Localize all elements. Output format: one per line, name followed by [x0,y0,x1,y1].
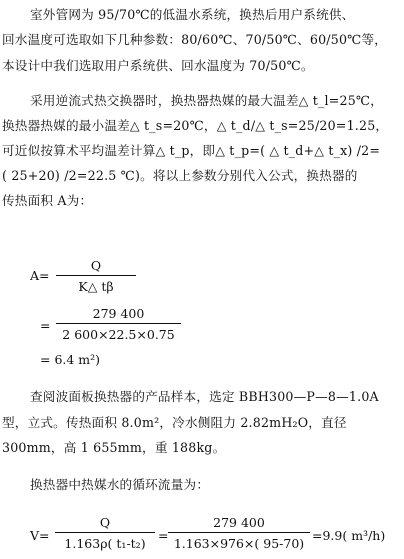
formula-denominator: 1.163ρ( t₁-t₂) [64,536,146,551]
formula-denominator: 2 600×22.5×0.75 [62,327,175,342]
text-line: 可近似按算术平均温差计算△ t_p，即△ t_p=( △ t_d+△ t_x) /2= [2,143,381,158]
formula-result: = 6.4 m²) [40,352,101,367]
text-line: 本设计中我们选取用户系统供、回水温度为 70/50℃。 [2,58,314,73]
formula-numerator: 279 400 [213,515,265,530]
formula-eq: = [158,528,169,543]
text-line: 查阅波面板换热器的产品样本，选定 BBH300—P—8—1.0A [30,389,379,404]
text-line: 换热器中热媒水的循环流量为： [30,477,210,492]
formula-lhs: A= [30,268,50,283]
formula-numerator: 279 400 [92,306,145,321]
formula-numerator: Q [90,258,102,273]
text-line: 采用逆流式热交换器时，换热器热媒的最大温差△ t_l=25℃， [30,93,384,108]
text-line: 300mm，高 1 655mm，重 188kg。 [2,440,226,455]
text-line: ( 25+20) /2=22.5 ℃)。将以上参数分别代入公式，换热器的 [2,168,358,183]
text-line: 室外管网为 95/70℃的低温水系统，换热后用户系统供、 [30,7,355,22]
formula-denominator: 1.163×976×( 95-70) [173,536,305,551]
fraction-bar [56,275,136,276]
formula-numerator: Q [99,515,111,530]
formula-denominator: K△ tβ [78,279,114,294]
formula-lhs: V= [30,528,50,543]
text-line: 传热面积 A为： [2,193,93,208]
fraction-bar [56,323,181,324]
formula-result: =9.9( m³/h) [312,528,386,543]
text-line: 换热器热媒的最小温差△ t_s=20℃，△ t_d/△ t_s=25/20=1.25， [2,118,389,133]
text-line: 型，立式。传热面积 8.0m²，冷水侧阻力 2.82mH₂O，直径 [2,415,347,430]
fraction-bar [55,532,155,533]
text-line: 回水温度可选取如下几种参数：80/60℃、70/50℃、60/50℃等， [2,32,388,47]
fraction-bar [168,532,310,533]
formula-eq: = [40,318,51,333]
